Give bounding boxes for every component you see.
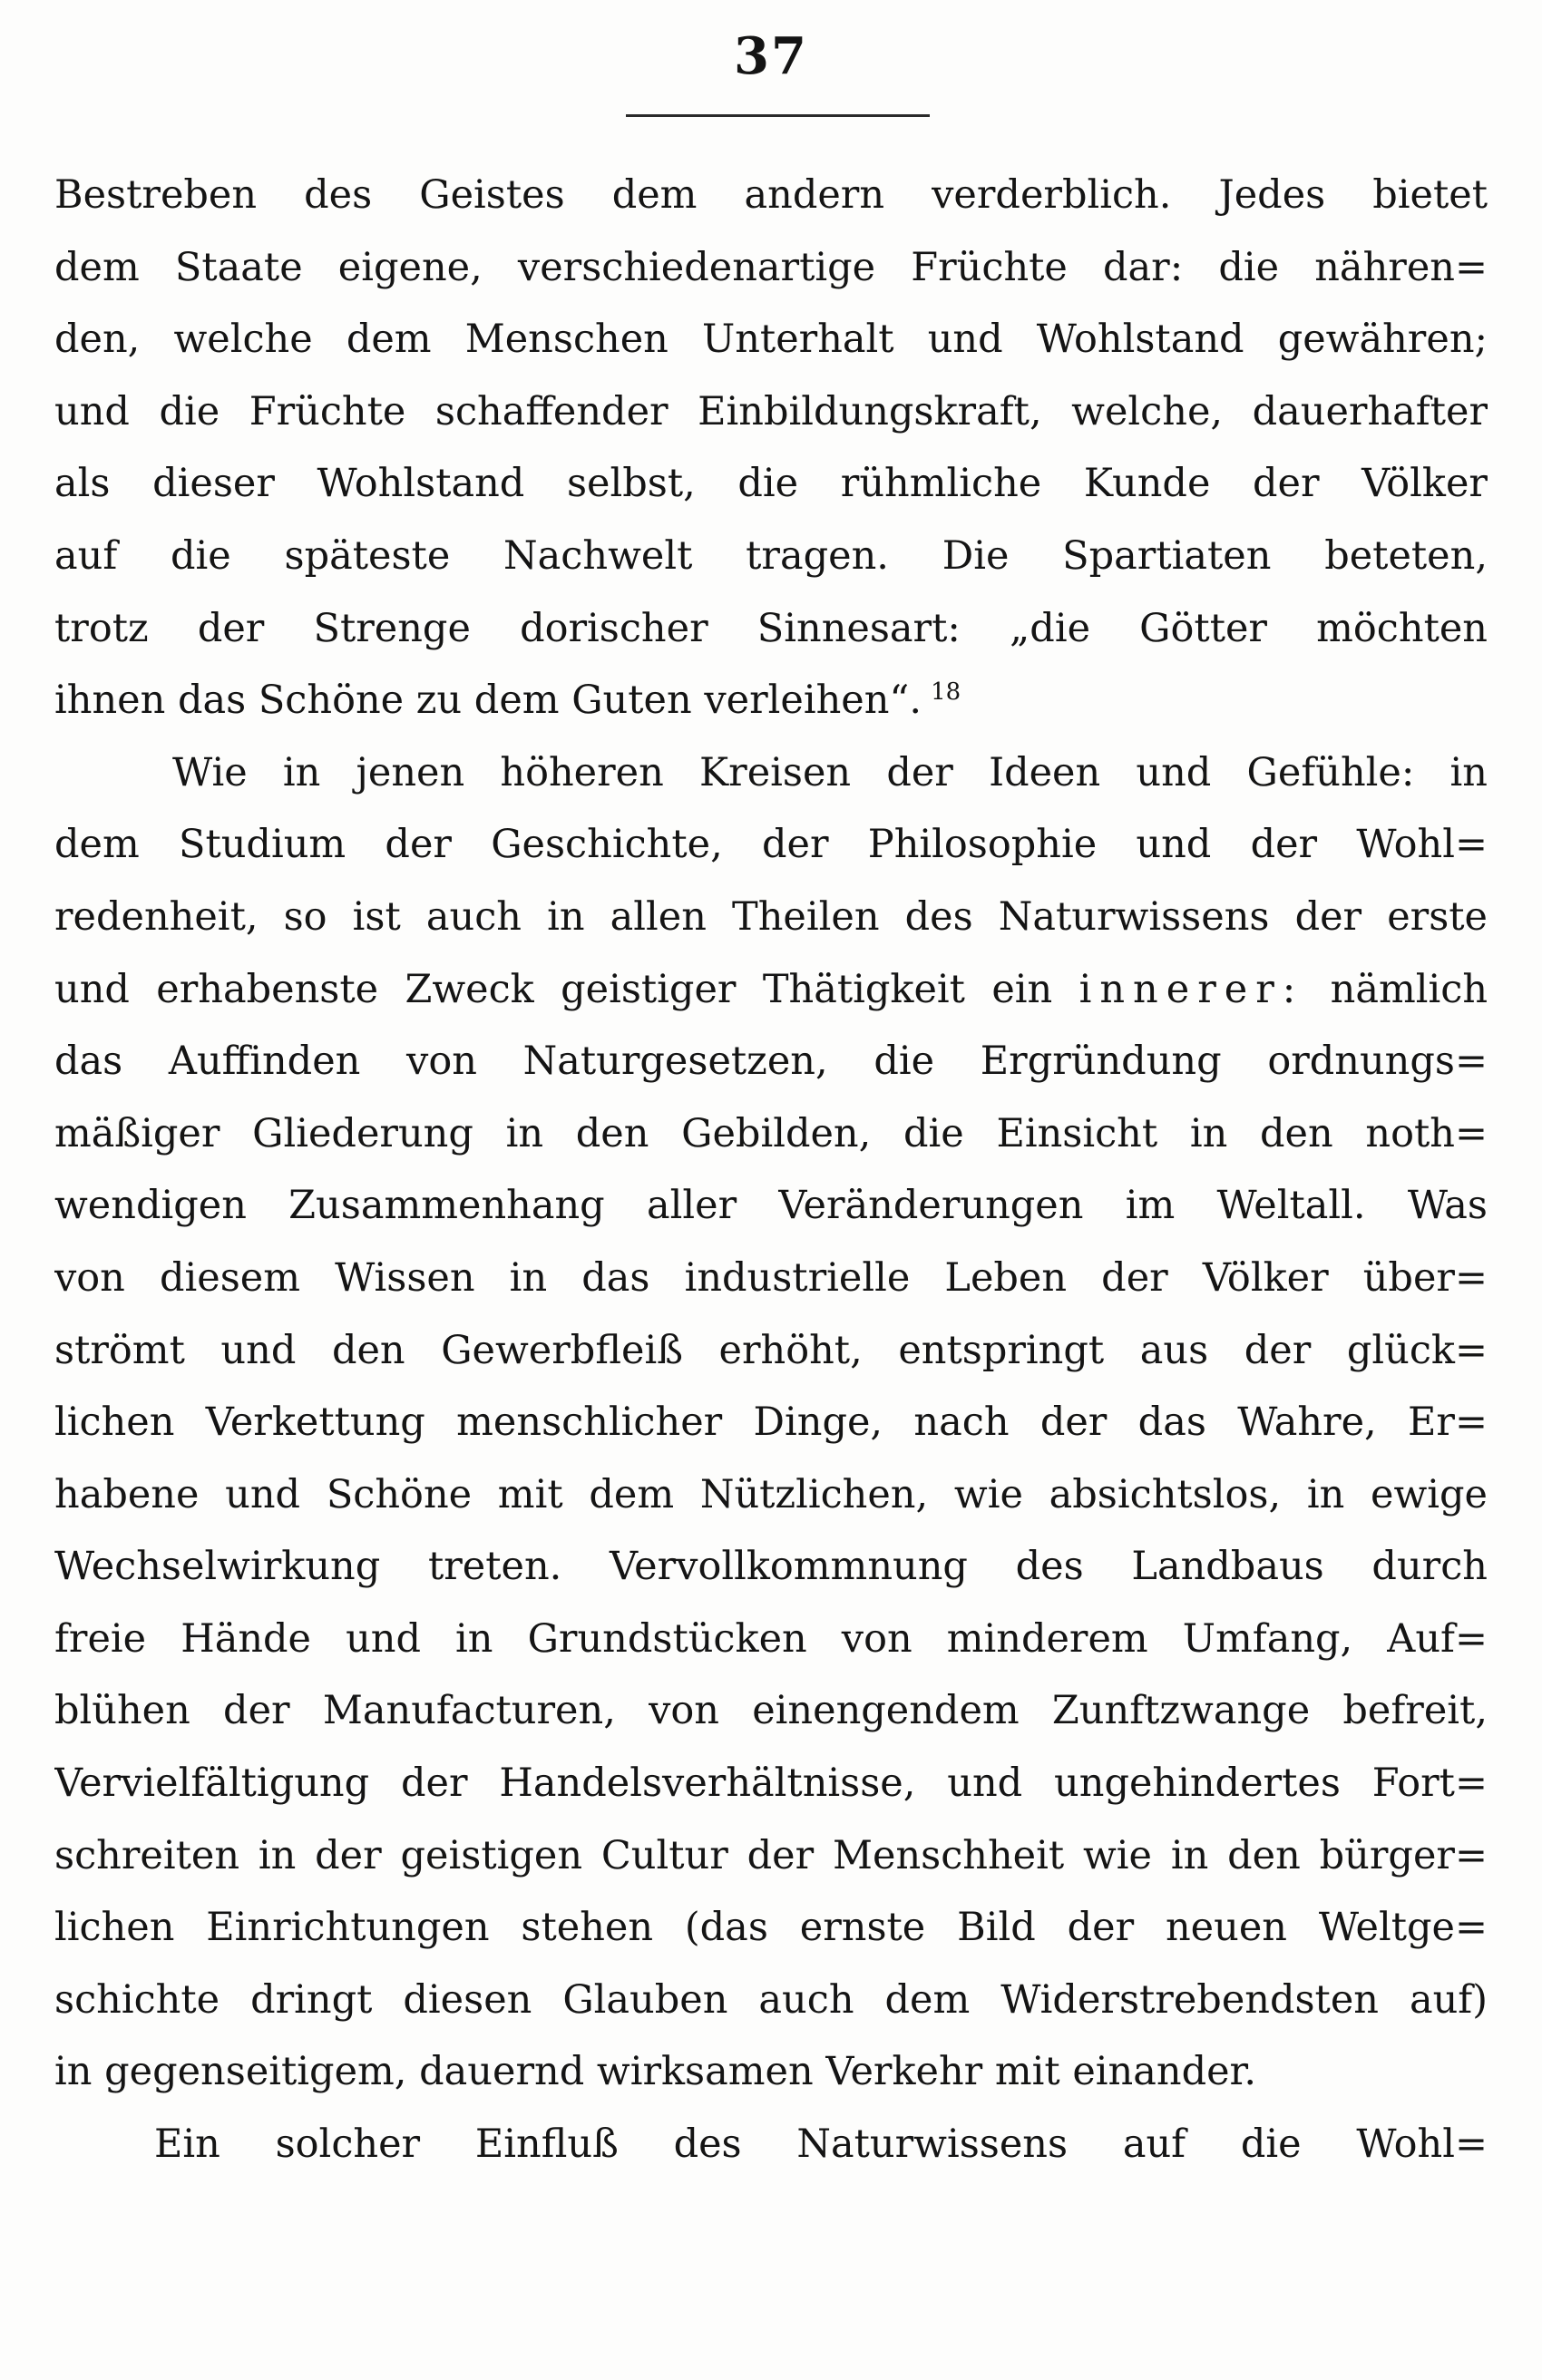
text-line-content: und erhabenste Zweck geistiger Thätigkeit ein [54, 966, 1053, 1012]
page-number: 37 [734, 26, 808, 86]
text-line: wendigen Zusammenhang aller Veränderungen im Weltall. Was [54, 1183, 1488, 1229]
text-line: von diesem Wissen in das industrielle Leben der Völker über= [54, 1254, 1488, 1301]
text-line: mäßiger Gliederung in den Gebilden, die Einsicht in den noth= [54, 1110, 1488, 1156]
text-line: Ein solcher Einfluß des Naturwissens auf die Wohl= [154, 2122, 1488, 2168]
text-line-content: nämlich [1330, 966, 1488, 1012]
text-line: lichen Einrichtungen stehen (das ernste Bild der neuen Weltge= [54, 1905, 1488, 1951]
text-line: Vervielfältigung der Handelsverhältnisse, und ungehindertes Fort= [54, 1761, 1488, 1807]
text-line: in gegenseitigem, dauernd wirksamen Verkehr mit einander. [54, 2049, 1257, 2095]
paragraph-3 [54, 2109, 1488, 2181]
header-rule [626, 114, 930, 117]
text-line: freie Hände und in Grundstücken von minderem Umfang, Auf= [54, 1615, 1488, 1662]
text-line: dem Staate eigene, verschiedenartige Früchte dar: die nähren= [54, 244, 1488, 290]
text-line: strömt und den Gewerbfleiß erhöht, entspringt aus der glück= [54, 1327, 1488, 1373]
paragraph-2 [54, 737, 1488, 2109]
text-line: das Auffinden von Naturgesetzen, die Ergründung ordnungs= [54, 1039, 1488, 1085]
emphasized-word: innerer: [1078, 966, 1304, 1012]
text-line: schichte dringt diesen Glauben auch dem Widerstrebendsten auf) [54, 1976, 1488, 2023]
footnote-reference: 18 [931, 678, 961, 706]
text-line: den, welche dem Menschen Unterhalt und Wohlstand gewähren; [54, 317, 1488, 363]
text-line: blühen der Manufacturen, von einengendem Zunftzwange befreit, [54, 1688, 1488, 1734]
text-line: Wechselwirkung treten. Vervollkommnung des Landbaus durch [54, 1544, 1488, 1590]
text-line: habene und Schöne mit dem Nützlichen, wie absichtslos, in ewige [54, 1471, 1488, 1517]
text-line: lichen Verkettung menschlicher Dinge, nach der das Wahre, Er= [54, 1400, 1488, 1446]
text-line-content: ihnen das Schöne zu dem Guten verleihen“. [54, 678, 922, 724]
body-text [54, 160, 1488, 2181]
text-line: dem Studium der Geschichte, der Philosophie und der Wohl= [54, 822, 1488, 868]
text-line: Wie in jenen höheren Kreisen der Ideen und Gefühle: in [172, 749, 1488, 795]
text-line: als dieser Wohlstand selbst, die rühmliche Kunde der Völker [54, 461, 1488, 507]
text-line [54, 954, 1488, 1027]
text-line: redenheit, so ist auch in allen Theilen des Naturwissens der erste [54, 893, 1488, 940]
text-line: Bestreben des Geistes dem andern verderblich. Jedes bietet [54, 172, 1488, 218]
text-line: und die Früchte schaffender Einbildungskraft, welche, dauerhafter [54, 388, 1488, 434]
text-line [54, 665, 1488, 737]
text-line: auf die späteste Nachwelt tragen. Die Spartiaten beteten, [54, 532, 1488, 579]
text-line: schreiten in der geistigen Cultur der Menschheit wie in den bürger= [54, 1832, 1488, 1878]
paragraph-1 [54, 160, 1488, 737]
text-line: trotz der Strenge dorischer Sinnesart: „die Götter möchten [54, 605, 1488, 651]
